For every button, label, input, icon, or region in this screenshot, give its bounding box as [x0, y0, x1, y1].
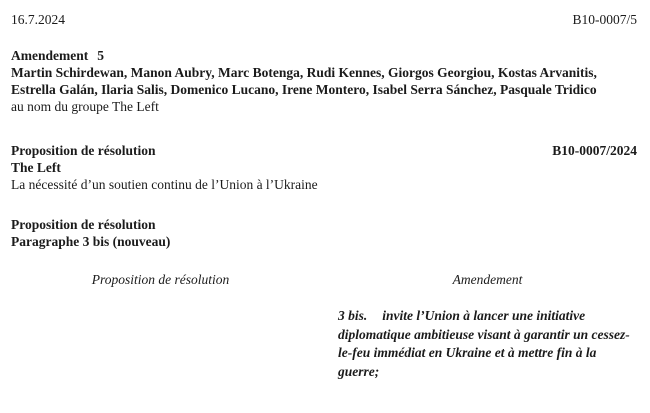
motion-title-row: [11, 142, 637, 159]
target-block: [11, 216, 637, 250]
motion-block: [11, 142, 637, 193]
amendment-title-label: Amendement: [11, 48, 89, 63]
motion-group: The Left: [11, 160, 61, 175]
motion-reference: B10-0007/2024: [552, 143, 637, 158]
motion-label: Proposition de résolution: [11, 143, 156, 158]
target-paragraph: Paragraphe 3 bis (nouveau): [11, 234, 171, 249]
amendment-text-column: [338, 271, 637, 381]
original-column-header: Proposition de résolution: [91, 272, 230, 287]
amendment-title: [11, 47, 637, 64]
motion-subject: La nécessité d’un soutien continu de l’Union à l’Ukraine: [11, 177, 318, 192]
comparison-table: [11, 271, 637, 381]
document-header-row: [11, 11, 637, 28]
amendment-paragraph-text: invite l’Union à lancer une initiative diplomatique ambitieuse visant à garantir un cessez-le-feu immédiat en Ukraine et à mettre fin à la guerre;: [338, 308, 630, 379]
amendment-paragraph: [338, 307, 637, 381]
amendment-heading-block: [11, 47, 637, 115]
amendment-number: 5: [97, 48, 104, 63]
target-label: Proposition de résolution: [11, 217, 156, 232]
amendment-on-behalf: au nom du groupe The Left: [11, 99, 159, 114]
amendment-column-header: Amendement: [452, 272, 523, 287]
document-reference: B10-0007/5: [572, 12, 637, 27]
document-date: 16.7.2024: [11, 12, 65, 27]
original-text-column: [11, 271, 310, 381]
amendment-paragraph-number: 3 bis.: [338, 308, 368, 323]
amendment-authors: Martin Schirdewan, Manon Aubry, Marc Botenga, Rudi Kennes, Giorgos Georgiou, Kostas Arvanitis, Estrella Galán, Ilaria Salis, Domenico Lucano, Irene Montero, Isabel Serra Sánchez, Pasquale Tridico: [11, 65, 597, 97]
